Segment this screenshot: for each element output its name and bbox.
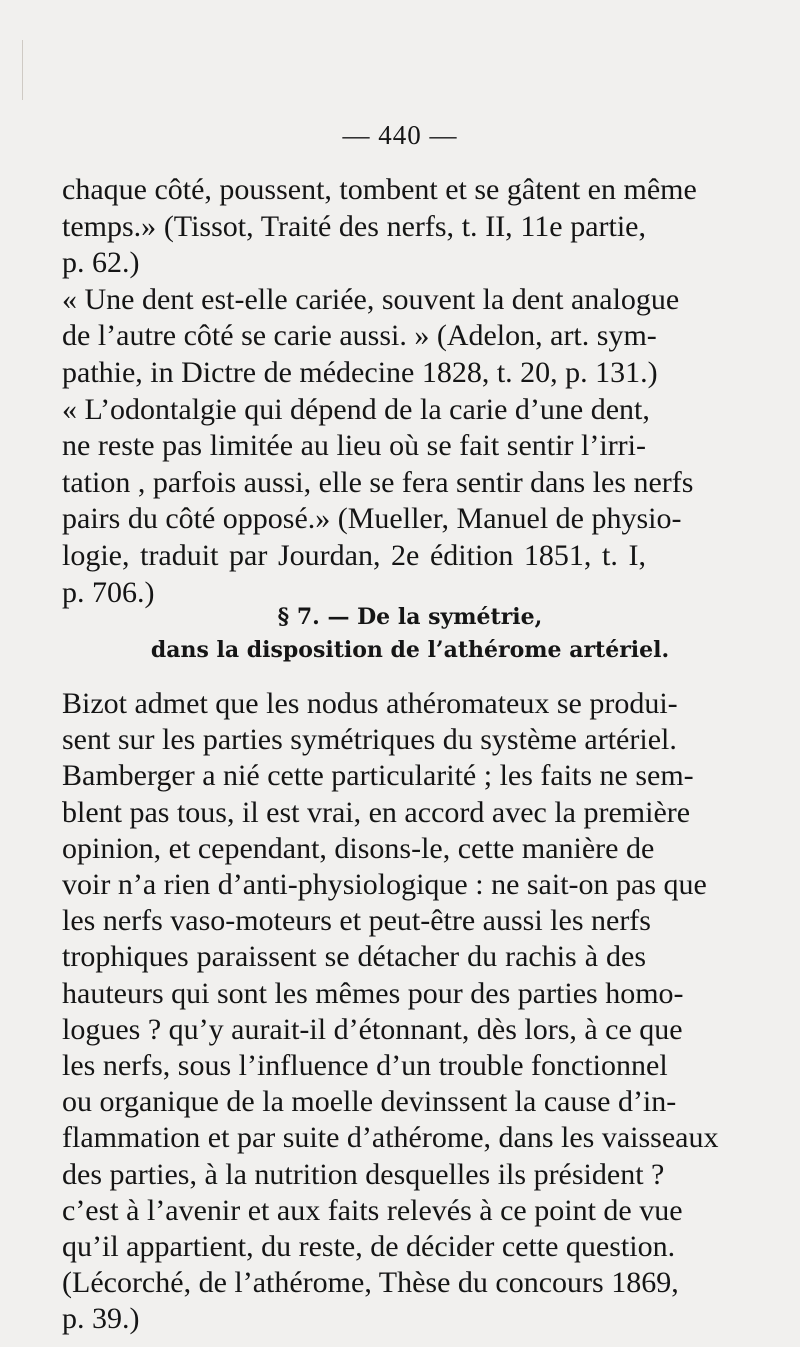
text-line: pathie, in Dictre de médecine 1828, t. 20, p. 131.): [62, 355, 658, 389]
text-line: p. 706.): [62, 575, 155, 609]
text-line: trophiques paraissent se détacher du rachis à des: [62, 940, 646, 974]
paragraph-quotations: [62, 172, 697, 611]
text-line: logues ? qu’y aurait-il d’étonnant, dès lors, à ce que: [62, 1012, 683, 1046]
text-line: Bizot admet que les nodus athéromateux se produi-: [62, 687, 678, 720]
text-line: qu’il appartient, du reste, de décider cette question.: [62, 1230, 676, 1264]
section-subheading: dans la disposition de l’athérome artériel.: [150, 637, 670, 663]
text-line: (Lécorché, de l’athérome, Thèse du concours 1869,: [62, 1266, 679, 1300]
text-line: Bamberger a nié cette particularité ; les faits ne sem-: [62, 759, 694, 793]
text-line: « L’odontalgie qui dépend de la carie d’une dent,: [62, 392, 650, 426]
text-line: temps.» (Tissot, Traité des nerfs, t. II, 11e partie,: [62, 209, 646, 243]
text-line: p. 62.): [62, 246, 140, 280]
text-line: tation , parfois aussi, elle se fera sentir dans les nerfs: [62, 465, 694, 499]
paper-edge-mark: [22, 40, 23, 100]
page-number: — 440 —: [342, 120, 458, 150]
text-line: « Une dent est-elle cariée, souvent la dent analogue: [62, 282, 680, 316]
text-line: sent sur les parties symétriques du système artériel.: [62, 723, 677, 757]
paragraph-body: [62, 686, 719, 1338]
text-line: les nerfs, sous l’influence d’un trouble fonctionnel: [62, 1049, 668, 1083]
text-line: des parties, à la nutrition desquelles ils président ?: [62, 1157, 665, 1191]
text-line: p. 39.): [62, 1302, 140, 1336]
section-heading: § 7. — De la symétrie,: [277, 604, 543, 630]
text-line: ou organique de la moelle devinssent la cause d’in-: [62, 1085, 677, 1119]
text-line: flammation et par suite d’athérome, dans les vaisseaux: [62, 1121, 719, 1155]
text-line: chaque côté, poussent, tombent et se gâtent en même: [62, 173, 697, 206]
text-line: de l’autre côté se carie aussi. » (Adelon, art. sym-: [62, 319, 657, 353]
text-line: logie, traduit par Jourdan, 2e édition 1851, t. I,: [62, 538, 646, 572]
text-line: pairs du côté opposé.» (Mueller, Manuel de physio-: [62, 502, 682, 536]
text-line: ne reste pas limitée au lieu où se fait sentir l’irri-: [62, 429, 646, 463]
text-line: les nerfs vaso-moteurs et peut-être aussi les nerfs: [62, 904, 651, 938]
text-line: opinion, et cependant, disons-le, cette manière de: [62, 831, 655, 865]
text-line: c’est à l’avenir et aux faits relevés à ce point de vue: [62, 1193, 683, 1227]
text-line: voir n’a rien d’anti-physiologique : ne sait-on pas que: [62, 868, 707, 902]
text-line: blent pas tous, il est vrai, en accord avec la première: [62, 795, 691, 829]
text-line: hauteurs qui sont les mêmes pour des parties homo-: [62, 976, 684, 1010]
